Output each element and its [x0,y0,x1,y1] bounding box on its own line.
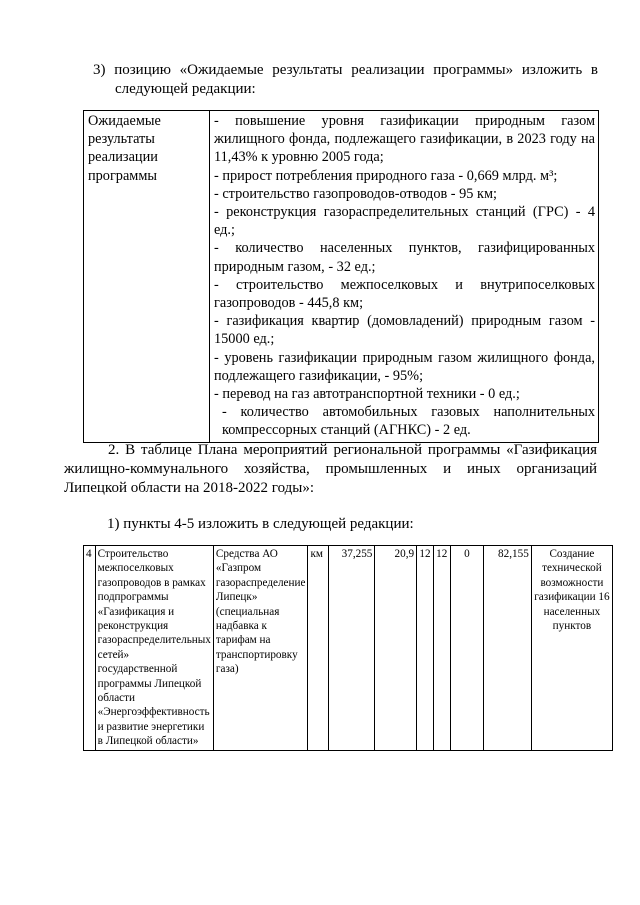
list-item: - газификация квартир (домовладений) природным газом - 15000 ед.; [214,313,595,348]
unit: км [308,546,329,751]
list-item: - строительство межпоселковых и внутрипоселковых газопроводов - 445,8 км; [214,276,595,312]
table-label-cell: Ожидаемые результаты реализации программы [84,111,210,443]
paragraph-item-3 [93,61,598,99]
event-name: Строительство межпоселковых газопроводов в рамках подпрограммы «Газификация и реконструкция газораспределительных сетей» государственной программы Липецкой области «Энергоэффективность и развитие энергетики в Липецкой области» [95,546,213,751]
plan-table [83,545,613,751]
list-item: - прирост потребления природного газа - 0,669 млрд. м³; [214,167,558,184]
table-row [84,546,613,751]
expected-results-table [83,110,599,443]
list-item: - строительство газопроводов-отводов - 95 км; [214,185,497,202]
paragraph-line: следующей редакции: [115,81,256,97]
paragraph-item-2: 2. В таблице Плана мероприятий региональной программы «Газификация жилищно-коммунального хозяйства, промышленных и иных организаций Липецкой области на 2018-2022 годы»: [64,442,597,496]
list-item: - количество населенных пунктов, газифицированных природным газом, - 32 ед.; [214,240,595,275]
funding-source: Средства АО «Газпром газораспределение Липецк» (специальная надбавка к тарифам на транспортировку газа) [213,546,308,751]
total-cell: 82,155 [484,546,532,751]
list-item: - повышение уровня газификации природным газом жилищного фонда, подлежащего газификации, в 2023 году на 11,43% к уровню 2005 года; [214,113,595,166]
result-cell: Создание технической возможности газификации 16 населенных пунктов [531,546,612,751]
list-item: - количество автомобильных газовых наполнительных компрессорных станций (АГНКС) - 2 ед. [222,404,595,439]
list-item: - уровень газификации природным газом жилищного фонда, подлежащего газификации, - 95%; [214,349,595,384]
list-item: - перевод на газ автотранспортной техники - 0 ед.; [214,386,520,403]
value-cell: 37,255 [329,546,375,751]
table-row [84,111,599,443]
value-cell: 20,9 [375,546,417,751]
value-cell: 12 [417,546,434,751]
row-number: 4 [84,546,96,751]
list-item: - реконструкция газораспределительных станций (ГРС) - 4 ед.; [214,204,595,239]
paragraph-line: 3) позицию «Ожидаемые результаты реализации программы» изложить в [93,62,598,78]
value-cell: 12 [433,546,450,751]
paragraph-subitem-1: 1) пункты 4-5 изложить в следующей редакции: [107,516,414,532]
table-content-cell [210,111,599,443]
value-cell: 0 [450,546,484,751]
